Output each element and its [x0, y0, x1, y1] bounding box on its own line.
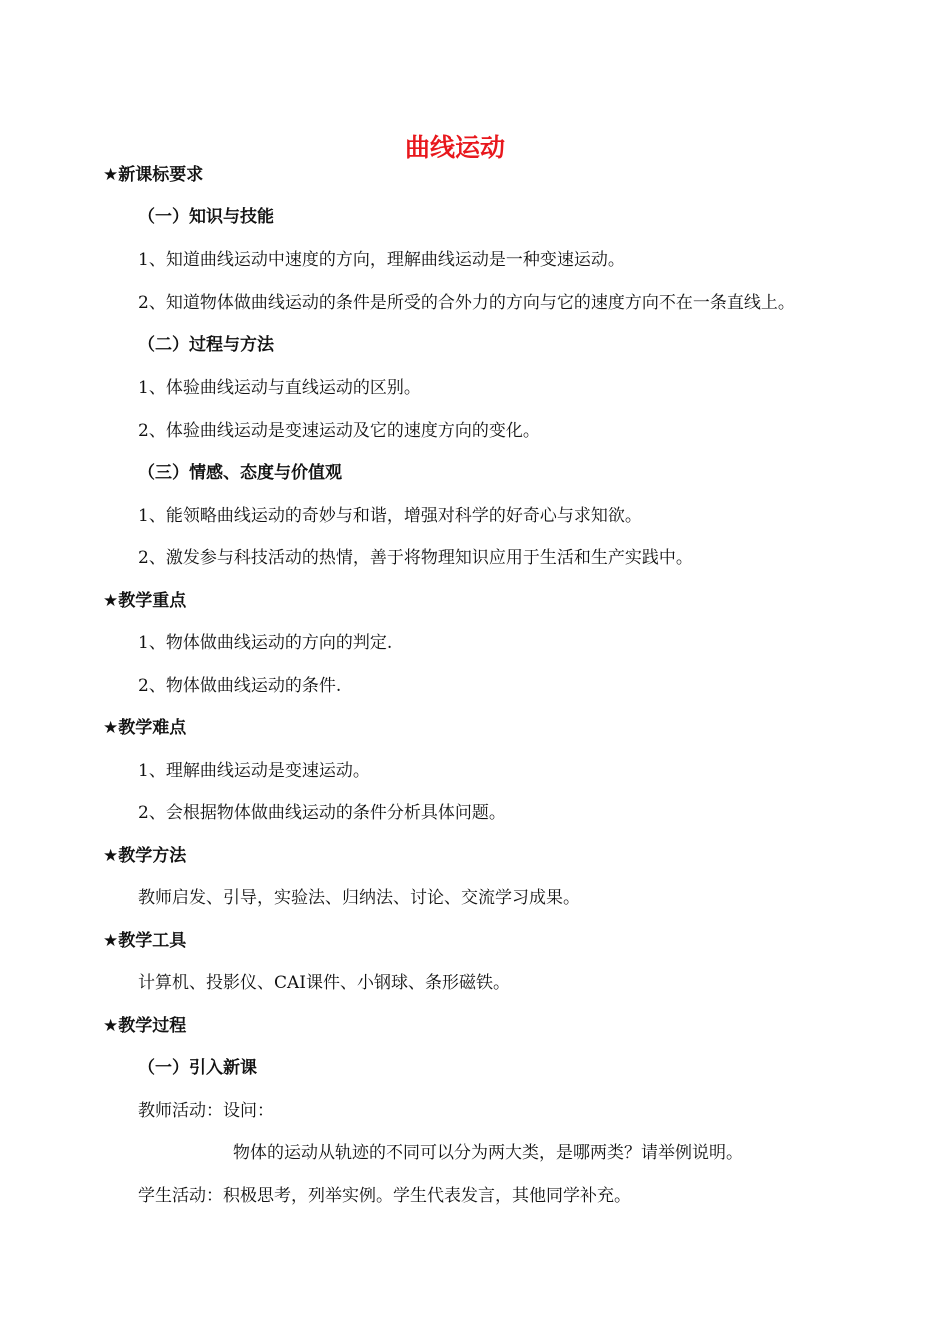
- subsection-heading-attitude: （三）情感、态度与价值观: [138, 463, 342, 483]
- student-activity: 学生活动：积极思考，列举实例。学生代表发言，其他同学补充。: [138, 1186, 631, 1206]
- list-item: 2、知道物体做曲线运动的条件是所受的合外力的方向与它的速度方向不在一条直线上。: [138, 293, 795, 313]
- section-heading-difficulties: ★教学难点: [103, 718, 187, 738]
- list-item: 2、物体做曲线运动的条件.: [138, 676, 342, 696]
- document-title: 曲线运动: [404, 133, 505, 162]
- list-item: 2、会根据物体做曲线运动的条件分析具体问题。: [138, 803, 506, 823]
- list-item: 1、体验曲线运动与直线运动的区别。: [138, 378, 421, 398]
- section-heading-tools: ★教学工具: [103, 931, 187, 951]
- list-item: 1、知道曲线运动中速度的方向，理解曲线运动是一种变速运动。: [138, 250, 625, 270]
- section-heading-key-points: ★教学重点: [103, 591, 187, 611]
- list-item: 1、物体做曲线运动的方向的判定.: [138, 633, 393, 653]
- section-heading-process: ★教学过程: [103, 1016, 187, 1036]
- teacher-question: 物体的运动从轨迹的不同可以分为两大类，是哪两类？请举例说明。: [233, 1143, 743, 1163]
- tools-text: 计算机、投影仪、CAI课件、小钢球、条形磁铁。: [138, 973, 510, 993]
- list-item: 1、能领略曲线运动的奇妙与和谐，增强对科学的好奇心与求知欲。: [138, 506, 642, 526]
- section-heading-standards: ★新课标要求: [103, 165, 204, 185]
- list-item: 1、理解曲线运动是变速运动。: [138, 761, 370, 781]
- subsection-heading-knowledge: （一）知识与技能: [138, 207, 274, 227]
- teacher-activity: 教师活动：设问：: [138, 1101, 274, 1121]
- list-item: 2、体验曲线运动是变速运动及它的速度方向的变化。: [138, 421, 540, 441]
- methods-text: 教师启发、引导，实验法、归纳法、讨论、交流学习成果。: [138, 888, 580, 908]
- section-heading-methods: ★教学方法: [103, 846, 187, 866]
- list-item: 2、激发参与科技活动的热情，善于将物理知识应用于生活和生产实践中。: [138, 548, 693, 568]
- subsection-heading-process: （二）过程与方法: [138, 335, 274, 355]
- subsection-heading-intro: （一）引入新课: [138, 1058, 257, 1078]
